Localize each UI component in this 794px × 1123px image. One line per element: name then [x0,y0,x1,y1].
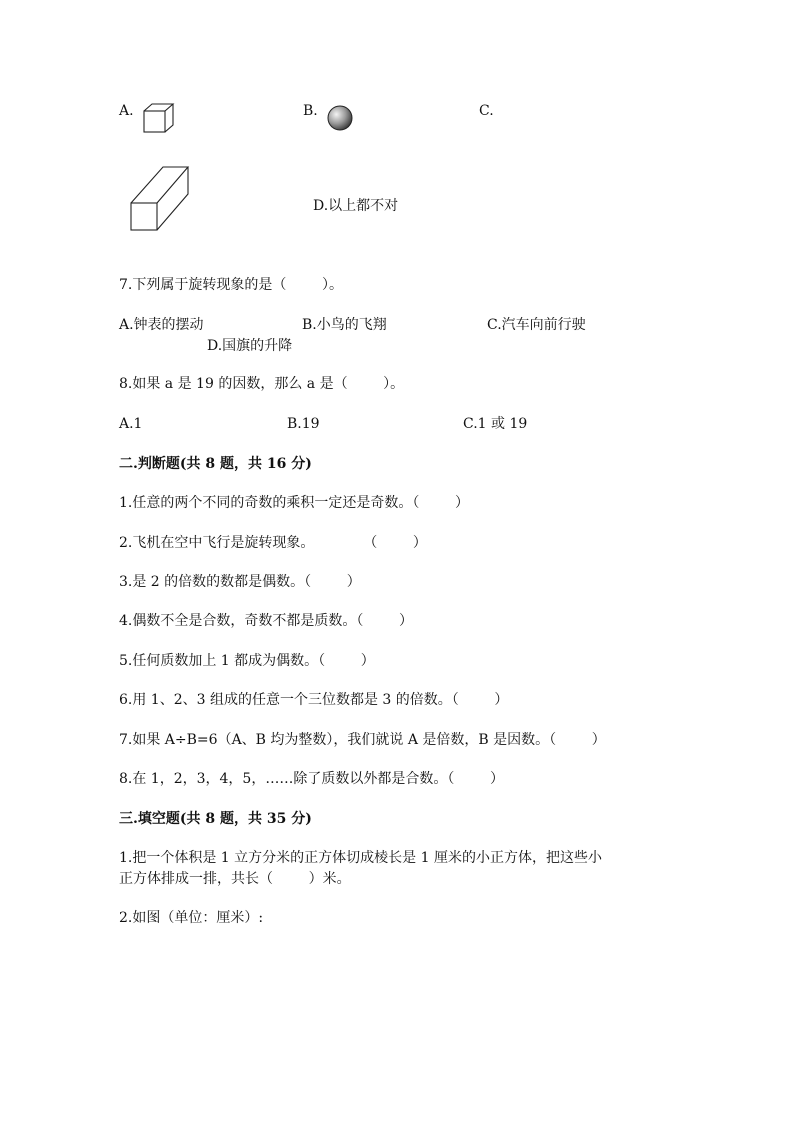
q8-stem: 8.如果 a 是 19 的因数，那么 a 是（ ）。 [119,376,405,392]
q7-option-c: C.汽车向前行驶 [487,317,586,333]
q6-option-a-label: A. [119,103,134,119]
q8-option-b: B.19 [287,416,320,432]
q8-option-c: C.1 或 19 [463,416,528,432]
cube-icon [143,103,175,133]
fill-q2: 2.如图（单位：厘米）: [119,910,264,926]
q7-option-b: B.小鸟的飞翔 [302,317,387,333]
q8-option-a: A.1 [119,416,143,432]
section2-title: 二.判断题(共 8 题，共 16 分) [119,456,312,472]
q6-option-b-label: B. [303,103,318,119]
q7-option-a: A.钟表的摆动 [119,317,204,333]
judge-item-6: 6.用 1、2、3 组成的任意一个三位数都是 3 的倍数。（ ） [119,692,509,708]
section3-title: 三.填空题(共 8 题，共 35 分) [119,811,312,827]
cuboid-icon [130,166,190,231]
fill-q1-line2: 正方体排成一排，共长（ ）米。 [119,871,351,887]
judge-item-2: 2.飞机在空中飞行是旋转现象。 （ ） [119,535,427,551]
judge-item-8: 8.在 1，2，3，4，5，……除了质数以外都是合数。（ ） [119,771,504,787]
fill-q1-line1: 1.把一个体积是 1 立方分米的正方体切成棱长是 1 厘米的小正方体，把这些小 [119,850,602,866]
q7-option-d: D.国旗的升降 [207,338,293,354]
judge-item-4: 4.偶数不全是合数，奇数不都是质数。（ ） [119,613,413,629]
q6-option-d: D.以上都不对 [313,198,399,214]
q6-option-c-label: C. [479,103,494,119]
judge-item-5: 5.任何质数加上 1 都成为偶数。（ ） [119,653,375,669]
judge-item-1: 1.任意的两个不同的奇数的乘积一定还是奇数。（ ） [119,495,469,511]
judge-item-3: 3.是 2 的倍数的数都是偶数。（ ） [119,574,361,590]
judge-item-7: 7.如果 A÷B=6（A、B 均为整数），我们就说 A 是倍数，B 是因数。（ ） [119,732,606,748]
q7-stem: 7.下列属于旋转现象的是（ ）。 [119,277,343,293]
sphere-icon [327,105,353,131]
